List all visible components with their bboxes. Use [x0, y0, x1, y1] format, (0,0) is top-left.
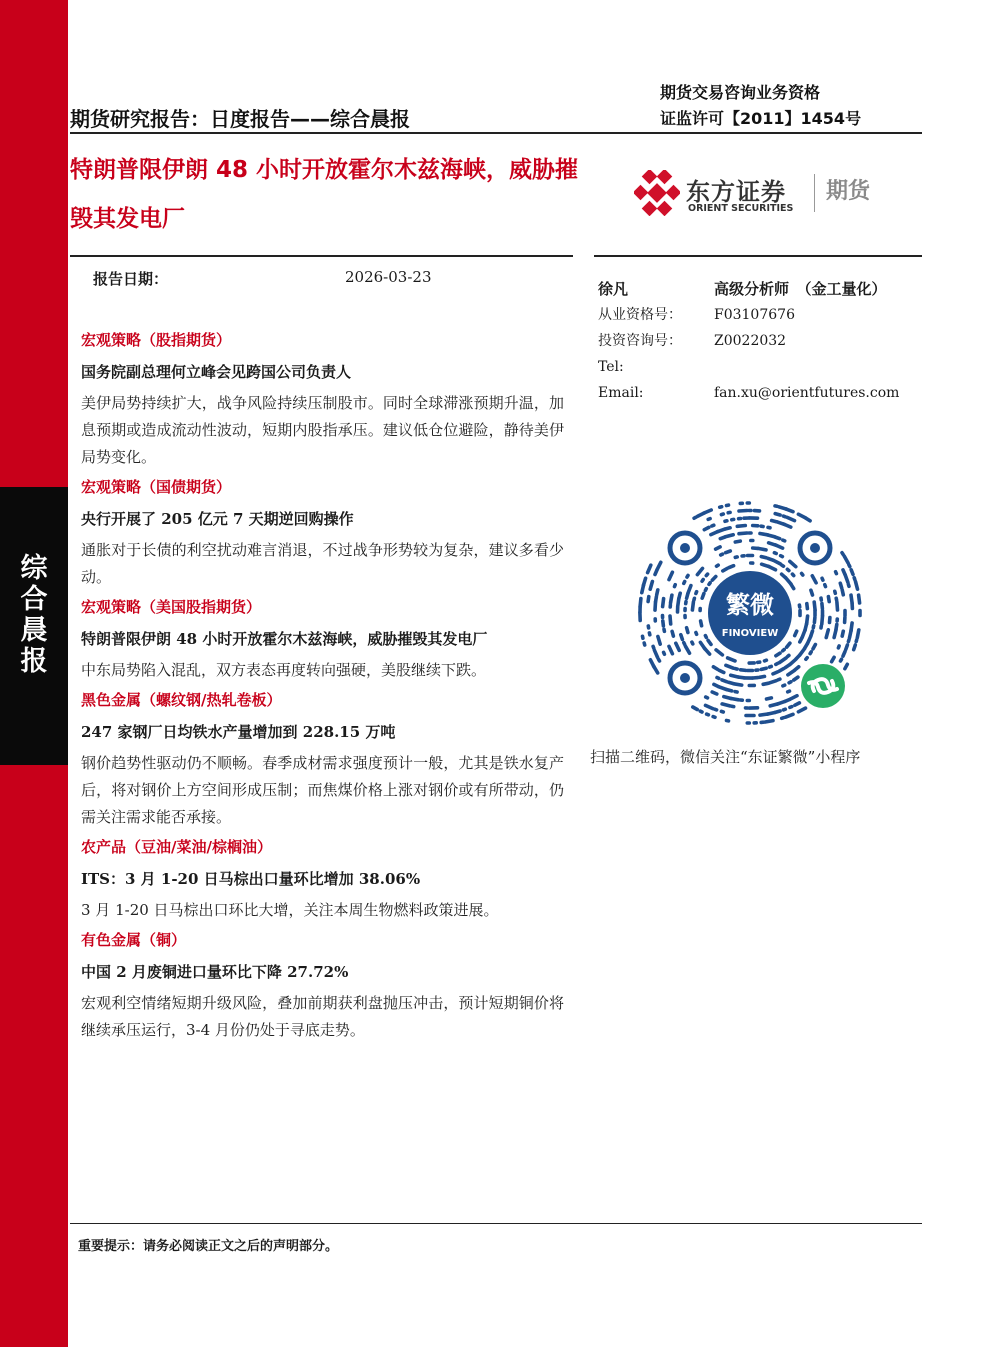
qr-code-dot — [790, 707, 792, 708]
qr-code-dot — [670, 616, 671, 624]
side-tab-char: 报 — [20, 646, 48, 677]
qr-code-dot — [686, 646, 690, 653]
qr-code-dot — [722, 680, 727, 682]
qr-code-dot — [843, 652, 845, 657]
analyst-name: 徐凡 — [598, 280, 629, 298]
qr-code-dot — [786, 509, 794, 512]
qr-code-dot — [708, 640, 711, 644]
qr-code-dot — [706, 697, 708, 698]
qr-code-dot — [785, 665, 789, 668]
qr-code-dot — [687, 575, 688, 577]
qr-code-dot — [844, 556, 848, 563]
qr-code-dot — [659, 659, 660, 661]
qr-code-dot — [783, 685, 785, 686]
qr-code-dot — [838, 646, 839, 648]
qr-code-dot — [854, 645, 856, 650]
qr-code-dot — [787, 517, 794, 520]
company-logo — [634, 170, 884, 218]
content-divider-right — [594, 255, 922, 257]
analyst-info — [598, 276, 928, 406]
report-headline: 特朗普限伊朗 48 小时开放霍尔木兹海峡，威胁摧毁其发电厂 — [70, 157, 579, 232]
qr-code-dot — [712, 525, 714, 526]
qr-code-dot — [671, 595, 672, 603]
analyst-field-label: Email: — [598, 385, 644, 401]
qr-code-dot — [713, 717, 715, 718]
qr-code-dot — [842, 590, 843, 595]
qr-code-dot — [672, 631, 673, 636]
qr-code-dot — [778, 679, 780, 680]
side-tab-char: 合 — [20, 584, 48, 615]
section-body: 3 月 1-20 日马棕出口环比大增，关注本周生物燃料政策进展。 — [81, 901, 499, 919]
qr-code-dot — [760, 676, 765, 677]
qr-center-label-cn: 繁微 — [726, 591, 774, 619]
qr-code-dot — [707, 714, 709, 715]
qr-code-dot — [822, 578, 823, 580]
side-tab-label — [0, 553, 68, 677]
qr-code-dot — [795, 631, 797, 636]
section-body: 中东局势陷入混乱，双方表态再度转向强硬，美股继续下跌。 — [81, 661, 487, 679]
qr-code-dot — [822, 604, 823, 609]
qr-code-dot — [656, 597, 657, 602]
qr-code-dot — [713, 667, 717, 670]
qr-code-dot — [701, 621, 702, 626]
section-title: ITS：3 月 1-20 日马棕出口量环比增加 38.06% — [81, 870, 421, 888]
qr-code-dot — [687, 628, 688, 633]
qr-code-dot — [851, 570, 853, 575]
qr-code-dot — [773, 560, 780, 564]
section-macro-bond-futures — [81, 474, 564, 591]
analyst-email-link[interactable]: fan.xu@orientfutures.com — [714, 385, 900, 401]
qr-code-dot — [719, 670, 724, 672]
qr-code-dot — [774, 553, 776, 554]
qr-code-dot — [770, 666, 772, 667]
section-heading: 宏观策略（股指期货） — [81, 331, 232, 349]
qr-code-dot — [814, 617, 815, 622]
qr-code-dot — [859, 595, 860, 603]
side-tab — [0, 487, 68, 765]
report-date-label: 报告日期： — [93, 270, 169, 288]
qr-code-dot — [795, 703, 800, 705]
qr-code-dot — [643, 578, 645, 586]
qr-code-dot — [706, 574, 707, 576]
qr-code-dot — [758, 548, 766, 550]
qr-code-dot — [786, 714, 794, 717]
qr-code-dot — [650, 660, 654, 667]
section-body: 宏观利空情绪短期升级风险，叠加前期获利盘抛压冲击，预计短期铜价将继续承压运行，3-4 月份仍处于寻底走势。 — [81, 994, 564, 1039]
qr-code-dot — [845, 664, 847, 668]
section-body: 钢价趋势性驱动仍不顺畅。春季成材需求强度预计一般，尤其是铁水复产后，将对钢价上方空间形成压制；而焦煤价格上涨对钢价或有所带动，仍需关注需求能否承接。 — [81, 754, 564, 826]
qr-code-dot — [807, 604, 808, 609]
qr-code-dot — [709, 583, 710, 585]
qr-code-dot — [648, 597, 649, 602]
strategy-sections — [81, 327, 564, 1047]
qr-code-dot — [725, 535, 733, 537]
qr-code-dot — [836, 572, 837, 574]
qr-code-dot — [725, 521, 727, 522]
qr-code-dot — [692, 602, 693, 610]
qr-code-dot — [694, 517, 696, 518]
qr-code-dot — [768, 566, 775, 570]
side-tab-char: 晨 — [20, 615, 48, 646]
qr-code-dot — [787, 643, 790, 647]
qr-code-dot — [692, 642, 693, 644]
analyst-role: 高级分析师 （金工量化） — [714, 280, 887, 298]
qr-code-dot — [849, 565, 850, 567]
qr-code-dot — [741, 670, 746, 671]
qr-code-dot — [782, 718, 784, 719]
section-title: 国务院副总理何立峰会见跨国公司负责人 — [81, 363, 352, 381]
qr-code-dot — [663, 621, 664, 626]
qr-code-dot — [702, 580, 703, 582]
qr-code-dot — [792, 574, 793, 576]
qr-code-dot — [783, 709, 785, 710]
qr-code-dot — [783, 540, 785, 541]
qr-code-dot — [644, 643, 645, 645]
qr-code-dot — [675, 585, 676, 587]
qr-code-dot — [822, 616, 823, 624]
qr-code-dot — [845, 575, 848, 583]
section-body: 美伊局势持续扩大，战争风险持续压制股市。同时全球滞涨预期升温，加息预期或造成流动性波动，短期内股指承压。建议低仓位避险，静待美伊局势变化。 — [81, 394, 564, 466]
qr-code-dot — [657, 562, 661, 569]
qr-code-dot — [811, 590, 813, 595]
qr-code-dot — [806, 518, 810, 521]
section-heading: 农产品（豆油/菜油/棕榈油） — [81, 838, 272, 856]
qr-code-dot — [787, 569, 789, 570]
section-title: 247 家钢厂日均铁水产量增加到 228.15 万吨 — [81, 723, 396, 741]
qr-code-dot — [663, 599, 664, 607]
qr-code-dot — [657, 590, 658, 595]
section-heading: 黑色金属（螺纹钢/热轧卷板） — [81, 691, 282, 709]
qr-code-dot — [783, 516, 785, 517]
qr-code-dot — [729, 566, 734, 568]
section-body: 通胀对于长债的利空扰动难言消退，不过战争形势较为复杂，建议多看少动。 — [81, 541, 564, 586]
qr-code-dot — [714, 684, 719, 686]
qr-code-dot — [640, 599, 641, 607]
qr-code-dot — [658, 637, 660, 645]
qr-code-dot — [810, 652, 811, 654]
qr-code-dot — [712, 577, 716, 581]
qr-code-dot — [684, 643, 685, 645]
qr-code-dot — [782, 565, 784, 566]
qr-code-dot — [717, 678, 719, 679]
qr-code-dot — [735, 541, 740, 542]
qr-code-dot — [837, 602, 838, 610]
qr-code-dot — [765, 721, 773, 722]
qr-code-dot — [842, 553, 843, 555]
logo-divider — [814, 174, 815, 212]
section-title: 央行开展了 205 亿元 7 天期逆回购操作 — [81, 510, 354, 528]
qr-code-dot — [722, 704, 730, 706]
qualification-text: 期货交易咨询业务资格 — [660, 83, 821, 102]
qr-code-dot — [700, 711, 702, 712]
qr-code-dot — [857, 630, 859, 638]
qr-code-dot — [776, 653, 780, 656]
qr-code-dot — [697, 568, 702, 574]
qr-code-dot — [696, 633, 697, 635]
finder-eye-bottom-left — [670, 663, 700, 693]
qr-code-dot — [791, 584, 794, 588]
qr-code-dot — [712, 692, 717, 694]
qr-code-dot — [787, 655, 789, 656]
qr-code-dot — [739, 511, 747, 512]
qr-code-dot — [704, 510, 711, 513]
report-type-title: 期货研究报告：日度报告——综合晨报 — [70, 107, 410, 131]
qr-code-dot — [717, 565, 719, 566]
qr-code-dot — [856, 582, 858, 590]
qr-code-dot — [735, 557, 737, 558]
qr-code-dot — [705, 589, 706, 591]
logo-name-cn: 东方证券 — [686, 178, 786, 206]
analyst-field-value: Z0022032 — [714, 333, 787, 349]
qr-code-dot — [784, 524, 791, 527]
qr-code-dot — [728, 658, 735, 661]
qr-code-dot — [724, 697, 732, 699]
qr-code-dot — [679, 593, 680, 598]
qr-code-dot — [848, 584, 849, 586]
qr-code-dot — [664, 652, 665, 654]
qr-code-dot — [788, 691, 790, 692]
qr-code-dot — [723, 568, 727, 571]
qr-code-dot — [716, 547, 721, 549]
section-heading: 有色金属（铜） — [81, 931, 187, 949]
qr-code-dot — [737, 526, 745, 527]
section-ferrous-metals — [81, 687, 564, 831]
qr-code-dot — [854, 578, 855, 580]
qr-code-dot — [681, 635, 683, 640]
section-title: 特朗普限伊朗 48 小时开放霍尔木兹海峡，威胁摧毁其发电厂 — [81, 630, 488, 648]
qr-code-dot — [781, 556, 783, 557]
qr-code-dot — [696, 592, 697, 594]
qr-code-dot — [706, 705, 713, 708]
qr-code-dot — [721, 554, 723, 555]
header-divider — [70, 132, 922, 134]
qr-code-dot — [856, 640, 857, 642]
qr-code-dot — [721, 514, 723, 515]
qr-code-dot — [648, 565, 651, 572]
qr-code-dot — [726, 665, 734, 668]
qr-code-dot — [650, 582, 652, 590]
analyst-field-value: F03107676 — [714, 307, 795, 323]
orient-logo-icon — [634, 170, 680, 216]
qr-code-dot — [789, 682, 791, 683]
qr-code-dot — [731, 675, 739, 677]
qr-code-dot — [684, 582, 685, 584]
qr-code-dot — [794, 677, 798, 680]
qr-code-dot — [841, 659, 842, 661]
qr-code-dot — [716, 650, 722, 655]
disclaimer-note: 重要提示：请务必阅读正文之后的声明部分。 — [78, 1239, 339, 1254]
qr-code-dot — [688, 586, 691, 594]
qr-code-dot — [806, 658, 807, 660]
section-macro-us-index-futures — [81, 594, 564, 684]
analyst-field-label: Tel: — [598, 359, 624, 375]
section-macro-index-futures — [81, 327, 564, 471]
qr-code-dot — [840, 583, 841, 588]
qr-code-dot — [721, 711, 723, 712]
qr-code-dot — [783, 650, 785, 651]
qr-center-label-en: FINOVIEW — [721, 628, 779, 639]
logo-division: 期货 — [826, 179, 871, 204]
qr-code-dot — [761, 668, 766, 669]
qr-code-dot — [835, 591, 836, 593]
qr-code-dot — [708, 519, 710, 520]
qr-code-dot — [761, 557, 766, 558]
qr-code-dot — [767, 698, 772, 699]
qr-code-dot — [726, 551, 731, 553]
finder-eye-top-right — [800, 533, 830, 563]
qr-code-dot — [812, 576, 816, 583]
qr-code-dot — [693, 707, 697, 710]
section-agricultural — [81, 834, 564, 924]
qr-code-dot — [828, 597, 829, 602]
qr-code-dot — [826, 630, 828, 638]
qr-code-dot — [832, 657, 835, 661]
qr-code-dot — [739, 533, 747, 534]
qr-code-dot — [729, 682, 734, 683]
qr-caption: 扫描二维码，微信关注“东证繁微”小程序 — [590, 748, 861, 766]
qr-code-dot — [700, 642, 705, 649]
qr-code-dot — [846, 645, 848, 650]
qr-code-dot — [850, 630, 852, 638]
section-title: 中国 2 月废铜进口量环比下降 27.72% — [81, 963, 349, 981]
analyst-field-label: 投资咨询号： — [598, 333, 682, 349]
qr-code-dot — [705, 636, 706, 638]
qr-code-dot — [760, 714, 768, 715]
qr-code-dot — [773, 672, 778, 674]
qr-code-dot — [653, 646, 654, 648]
qr-code-dot — [669, 646, 672, 653]
qr-code-dot — [813, 645, 815, 649]
qr-code-dot — [842, 631, 843, 636]
qr-code-dot — [775, 514, 780, 515]
footer-divider — [70, 1223, 922, 1224]
qr-code-dot — [776, 663, 778, 664]
qr-code-dot — [775, 537, 780, 539]
qr-code-dot — [800, 638, 802, 642]
section-heading: 宏观策略（国债期货） — [81, 478, 232, 496]
qr-code-dot — [798, 708, 805, 712]
qr-code-dot — [779, 669, 783, 672]
license-number: 证监许可【2011】1454号 — [660, 109, 862, 128]
qr-code-dot — [702, 594, 704, 599]
qr-code-dot — [848, 640, 849, 642]
qr-code-dot — [802, 573, 803, 575]
report-date-value: 2026-03-23 — [345, 268, 432, 286]
qr-code-dot — [790, 561, 796, 566]
qr-code-dot — [654, 650, 657, 657]
qr-code-dot — [825, 585, 826, 587]
qr-code-dot — [715, 709, 717, 710]
qr-code-dot — [765, 660, 767, 661]
qr-code-dot — [788, 670, 795, 675]
qr-code-dot — [694, 598, 695, 600]
qr-code-dot — [669, 572, 672, 579]
qr-code-dot — [725, 528, 730, 529]
wechat-miniprogram-icon — [801, 664, 845, 708]
qr-code-dot — [704, 527, 709, 529]
qr-code-dot — [763, 683, 768, 684]
qr-code-dot — [676, 643, 679, 650]
qr-code-dot — [834, 630, 836, 638]
qr-code-dot — [735, 669, 737, 670]
qr-code-dot — [770, 704, 778, 706]
logo-name-en: ORIENT SECURITIES — [688, 203, 794, 214]
finder-eye-top-left — [670, 533, 700, 563]
side-tab-char: 综 — [20, 553, 48, 584]
qr-code-dot — [814, 602, 815, 610]
wechat-miniprogram-qr-code[interactable] — [633, 496, 867, 730]
section-nonferrous-copper — [81, 927, 564, 1044]
section-heading: 宏观策略（美国股指期货） — [81, 598, 262, 616]
qr-code-dot — [720, 507, 722, 508]
analyst-field-label: 从业资格号： — [598, 307, 682, 323]
qr-code-dot — [775, 545, 782, 548]
content-divider-left — [70, 255, 573, 257]
qr-code-dot — [779, 658, 786, 663]
